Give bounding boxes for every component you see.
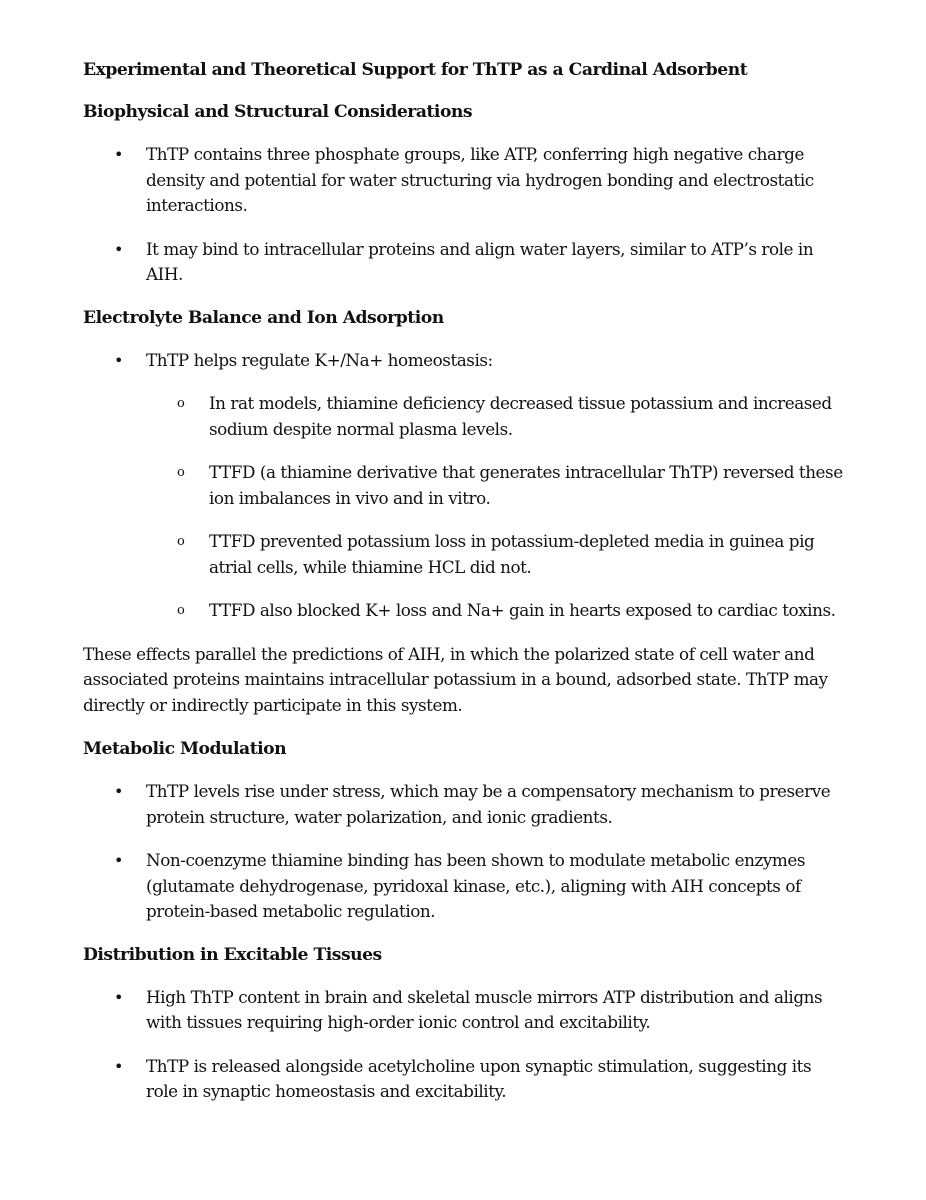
section-heading-distribution: Distribution in Excitable Tissues: [83, 944, 382, 965]
bullet-icon: •: [114, 350, 123, 370]
list-item-text: High ThTP content in brain and skeletal muscle mirrors ATP distribution and aligns with tissues requiring high-order ionic control and excitability.: [146, 986, 823, 1032]
bullet-icon: •: [114, 1056, 123, 1076]
list-item: [83, 848, 843, 925]
list-item-text: ThTP contains three phosphate groups, like ATP, conferring high negative charge density and potential for water structuring via hydrogen bonding and electrostatic interactions.: [146, 144, 814, 215]
sublist-item: [83, 391, 843, 442]
section-heading-biophysical: Biophysical and Structural Considerations: [83, 102, 473, 122]
bullet-list-distribution: [83, 985, 843, 1105]
bullet-list-electrolyte: [83, 348, 843, 624]
circle-bullet-icon: o: [177, 396, 185, 411]
body-paragraph: These effects parallel the predictions of AIH, in which the polarized state of cell water and associated proteins maintains intracellular potassium in a bound, adsorbed state. ThTP may directly or indirectly participate in this system.: [83, 643, 828, 715]
sublist-item-text: TTFD (a thiamine derivative that generates intracellular ThTP) reversed these ion imbalances in vivo and in vitro.: [209, 462, 843, 508]
bullet-icon: •: [114, 782, 123, 801]
bullet-icon: •: [114, 987, 123, 1007]
sublist-item: [83, 529, 843, 580]
subbullet-list: [146, 391, 843, 624]
list-item: [83, 348, 843, 624]
document-title: Experimental and Theoretical Support for ThTP as a Cardinal Adsorbent: [83, 60, 748, 80]
list-item-text: ThTP levels rise under stress, which may be a compensatory mechanism to preserve protein structure, water polarization, and ionic gradients.: [146, 781, 831, 827]
list-item-text: Non-coenzyme thiamine binding has been shown to modulate metabolic enzymes (glutamate dehydrogenase, pyridoxal kinase, etc.), aligning with AIH concepts of protein-based metabolic regulation.: [146, 850, 805, 921]
list-item: [83, 779, 843, 830]
list-item-text: ThTP is released alongside acetylcholine upon synaptic stimulation, suggesting its role in synaptic homeostasis and excitability.: [146, 1055, 812, 1101]
sublist-item-text: In rat models, thiamine deficiency decreased tissue potassium and increased sodium despite normal plasma levels.: [209, 393, 832, 439]
list-item-text: It may bind to intracellular proteins and align water layers, similar to ATP’s role in AIH.: [146, 238, 814, 284]
circle-bullet-icon: o: [177, 465, 185, 480]
list-item: [83, 142, 843, 219]
section-heading-metabolic: Metabolic Modulation: [83, 739, 287, 759]
sublist-item: [83, 598, 843, 624]
list-item-text: ThTP helps regulate K+/Na+ homeostasis:: [146, 349, 493, 370]
bullet-icon: •: [114, 145, 123, 164]
sublist-item-text: TTFD prevented potassium loss in potassium-depleted media in guinea pig atrial cells, while thiamine HCL did not.: [209, 531, 815, 577]
circle-bullet-icon: o: [177, 534, 185, 549]
list-item: [83, 1054, 843, 1105]
bullet-icon: •: [114, 851, 123, 870]
list-item: [83, 237, 843, 288]
document-page: [83, 58, 843, 1123]
bullet-list-biophysical: [83, 142, 843, 288]
circle-bullet-icon: o: [177, 603, 185, 618]
bullet-list-metabolic: [83, 779, 843, 925]
section-heading-electrolyte: Electrolyte Balance and Ion Adsorption: [83, 307, 444, 328]
bullet-icon: •: [114, 239, 123, 259]
sublist-item-text: TTFD also blocked K+ loss and Na+ gain in hearts exposed to cardiac toxins.: [209, 600, 836, 620]
sublist-item: [83, 460, 843, 511]
list-item: [83, 985, 843, 1036]
